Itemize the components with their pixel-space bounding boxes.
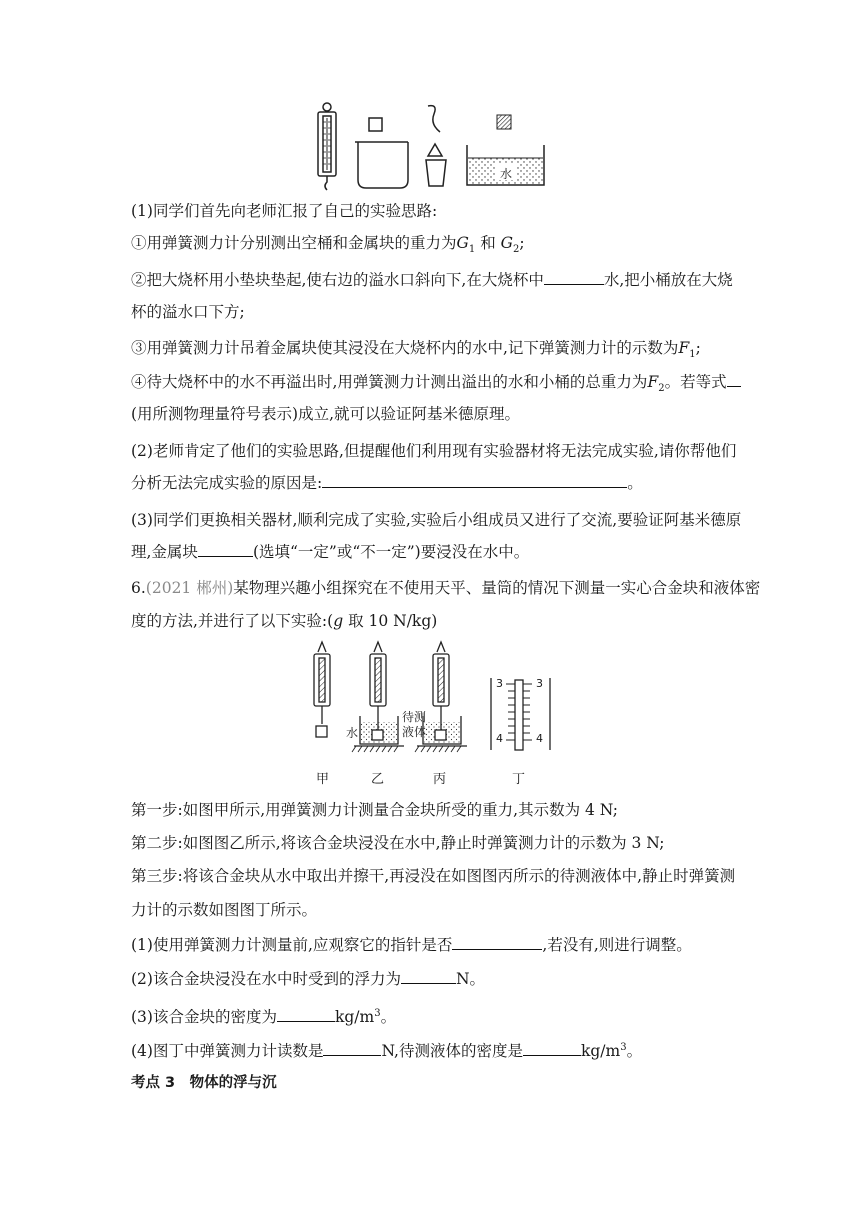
- p1-step2-line1: ②把大烧杯用小垫块垫起,使右边的溢水口斜向下,在大烧杯中 水,把小桶放在大烧: [131, 271, 733, 289]
- answer-blank[interactable]: [452, 935, 542, 950]
- scale-label-bottom-right: 4: [536, 732, 543, 745]
- p1-step3: ③用弹簧测力计吊着金属块使其浸没在大烧杯内的水中,记下弹簧测力计的示数为$F_1$;: [131, 339, 701, 361]
- question-2: (2)该合金块浸没在水中时受到的浮力为 N。: [131, 970, 486, 988]
- scale-label-bottom-left: 4: [496, 732, 503, 745]
- q6-line2: 度的方法,并进行了以下实验:(g 取 10 N/kg): [131, 612, 438, 630]
- step-3-line1: 第三步:将该合金块从水中取出并擦干,再浸没在如图图丙所示的待测液体中,静止时弹簧测: [131, 867, 736, 885]
- metal-block-icon: [369, 118, 382, 131]
- p2-line2: 分析无法完成实验的原因是: 。: [131, 474, 643, 492]
- p1-step1: ①用弹簧测力计分别测出空桶和金属块的重力为$G_1$ 和 $G_2$;: [131, 234, 525, 256]
- figure-1-apparatus: [300, 100, 560, 195]
- caption-bing: 丙: [433, 772, 447, 787]
- q6-line1: 6.(2021 郴州)某物理兴趣小组探究在不使用天平、量筒的情况下测量一实心合金块和液体密: [131, 579, 761, 597]
- question-1: (1)使用弹簧测力计测量前,应观察它的指针是否 ,若没有,则进行调整。: [131, 936, 692, 954]
- figure-1-water-label: 水: [500, 167, 513, 181]
- p1-intro: (1)同学们首先向老师汇报了自己的实验思路:: [131, 202, 438, 220]
- question-4: (4)图丁中弹簧测力计读数是 N,待测液体的密度是 $kg/m^3$。: [131, 1042, 643, 1061]
- p3-line2: 理,金属块 (选填“一定”或“不一定”)要浸没在水中。: [131, 543, 530, 561]
- yi-setup: [352, 642, 404, 752]
- p1-step4-line1: ④待大烧杯中的水不再溢出时,用弹簧测力计测出溢出的水和小桶的总重力为$F_2$。若等式: [131, 372, 741, 399]
- caption-ding: 丁: [512, 772, 526, 787]
- hook-string-icon: [428, 106, 440, 132]
- figure-2-apparatus: [300, 638, 560, 760]
- answer-blank[interactable]: [544, 270, 604, 285]
- step-1: 第一步:如图甲所示,用弹簧测力计测量合金块所受的重力,其示数为 4 N;: [131, 801, 619, 819]
- step-3-line2: 力计的示数如图图丁所示。: [131, 901, 318, 919]
- section-heading: 考点 3 物体的浮与沉: [131, 1075, 277, 1091]
- figure-2-liquid-label-1: 待测: [402, 710, 427, 724]
- answer-blank[interactable]: [727, 372, 741, 387]
- p2-line1: (2)老师肯定了他们的实验思路,但提醒他们利用现有实验器材将无法完成实验,请你帮他们: [131, 442, 737, 460]
- hatched-block-icon: [497, 115, 511, 129]
- step-2: 第二步:如图图乙所示,将该合金块浸没在水中,静止时弹簧测力计的示数为 3 N;: [131, 834, 665, 852]
- question-3: (3)该合金块的密度为 $kg/m^3$。: [131, 1008, 397, 1027]
- p3-line1: (3)同学们更换相关器材,顺利完成了实验,实验后小组成员又进行了交流,要验证阿基米德原: [131, 511, 742, 529]
- jia-setup: [314, 642, 330, 737]
- p1-step4-line2: (用所测物理量符号表示)成立,就可以验证阿基米德原理。: [131, 405, 521, 423]
- figure-2-liquid-label-2: 液体: [402, 725, 427, 739]
- scale-label-top-right: 3: [536, 677, 543, 690]
- caption-jia: 甲: [316, 772, 330, 787]
- answer-blank[interactable]: [322, 473, 627, 488]
- small-bucket-icon: [426, 144, 446, 186]
- answer-blank[interactable]: [198, 542, 253, 557]
- beaker-icon: [355, 142, 408, 188]
- caption-yi: 乙: [371, 772, 385, 787]
- answer-blank[interactable]: [401, 969, 456, 984]
- answer-blank[interactable]: [523, 1041, 581, 1056]
- figure-2-water-label: 水: [346, 726, 359, 740]
- scale-label-top-left: 3: [496, 677, 503, 690]
- answer-blank[interactable]: [323, 1041, 381, 1056]
- spring-scale-icon: [318, 103, 336, 190]
- p1-step2-line2: 杯的溢水口下方;: [131, 303, 245, 321]
- answer-blank[interactable]: [277, 1007, 335, 1022]
